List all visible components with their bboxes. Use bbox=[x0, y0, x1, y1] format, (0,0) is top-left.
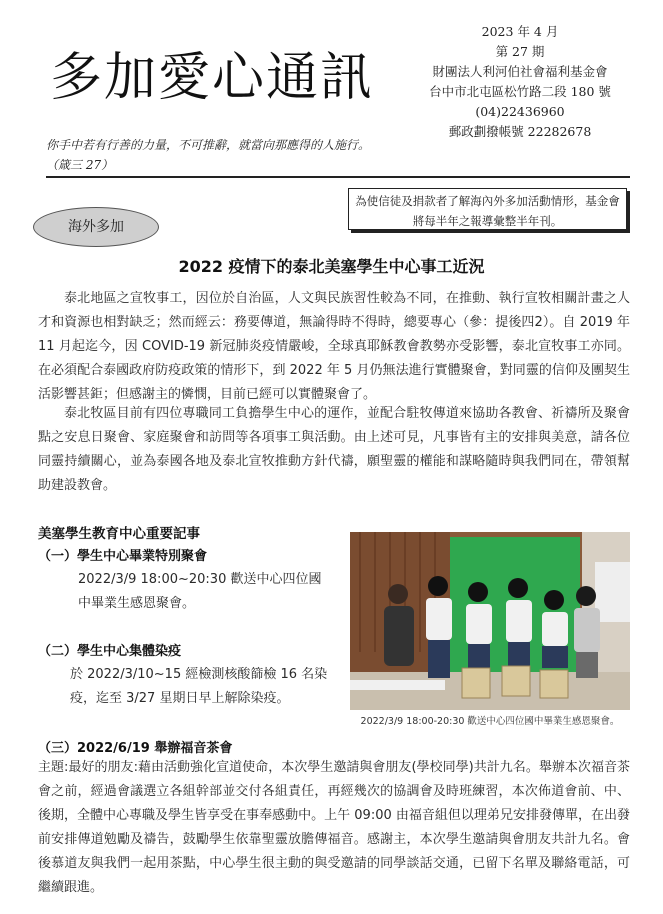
article-headline: 2022 疫情下的泰北美塞學生中心事工近況 bbox=[178, 257, 485, 276]
item-2-title: （二）學生中心集體染疫 bbox=[38, 644, 182, 659]
section-heading: 美塞學生教育中心重要記事 bbox=[38, 526, 200, 542]
issue-date: 2023 年 4 月 bbox=[481, 24, 559, 39]
masthead-verse-ref: （箴三 27） bbox=[46, 158, 114, 172]
item-3-text: 主題:最好的朋友:藉由活動強化宣道使命，本次學生邀請與會朋友(學校同學)共計九名。舉辦本次福音茶會之前，經過會議選立各組幹部並交付各組責任，再經幾次的協調會及時班練習，本次佈道會前、中、後期，全體中心專職及學生皆享受在事奉感動中。上午 09:00 由福音組但以理弟兄安排發傳單，在出發前安排傳道勉勵及禱告，鼓勵學生依靠聖靈放膽傳福音。感謝主，本次學生邀請與會朋友共計九名。會後慕道友與我們一起用茶點，中心學生很主動的與受邀請的同學談話交通，已留下名單及聯絡電話，可繼續跟進。 bbox=[38, 760, 630, 895]
item-1-text: 2022/3/9 18:00~20:30 歡送中心四位國中畢業生感恩聚會。 bbox=[78, 572, 322, 611]
header-divider bbox=[46, 176, 630, 178]
notice-box: 為使信徒及捐款者了解海內外多加活動情形，基金會將每半年之報導彙整半年刊。 bbox=[348, 188, 627, 230]
photo-caption: 2022/3/9 18:00-20:30 歡送中心四位國中畢業生感恩聚會。 bbox=[360, 716, 620, 727]
masthead-title: 多加愛心通訊 bbox=[50, 48, 375, 108]
masthead-verse: 你手中若有行善的力量，不可推辭，就當向那應得的人施行。 bbox=[46, 138, 371, 152]
paragraph-1: 泰北地區之宣牧事工，因位於自治區，人文與民族習性較為不同，在推動、執行宣牧相關計畫之人才和資源也相對缺乏；然而經云：務要傳道，無論得時不得時，總要專心（參：提後四2）。自 2019 年 11 月起迄今，因 COVID-19 新冠肺炎疫情嚴峻，全球真耶穌教會教勢亦受影響，泰北宣牧事工亦同。在必須配合泰國政府防疫政策的情形下，到 2022 年 5 月仍無法進行實體聚會，對同靈的信仰及團契生活影響甚鉅；但感謝主的憐憫，目前已經可以實體聚會了。 bbox=[38, 291, 630, 402]
paragraph-2: 泰北牧區目前有四位專職同工負擔學生中心的運作，並配合駐牧傳道來協助各教會、祈禱所及聚會點之安息日聚會、家庭聚會和訪問等各項事工與活動。由上述可見，凡事皆有主的安排與美意，請各位同靈持續關心，並為泰國各地及泰北宣牧推動方針代禱，願聖靈的權能和謀略隨時與我們同在，帶領幫助建設教會。 bbox=[38, 406, 630, 493]
org-name: 財團法人利河伯社會福利基金會 bbox=[432, 64, 608, 79]
item-2-text: 於 2022/3/10~15 經檢測核酸篩檢 16 名染疫，迄至 3/27 星期日早上解除染疫。 bbox=[70, 667, 328, 706]
item-1-title: （一）學生中心畢業特別聚會 bbox=[38, 549, 208, 564]
group-photo bbox=[350, 532, 630, 710]
group-photo-image bbox=[350, 532, 630, 710]
item-3-title: （三）2022/6/19 舉辦福音茶會 bbox=[38, 741, 233, 756]
org-postal: 郵政劃撥帳號 22282678 bbox=[448, 124, 592, 139]
org-phone: (04)22436960 bbox=[475, 104, 565, 119]
issue-info bbox=[405, 22, 635, 142]
org-address: 台中市北屯區松竹路二段 180 號 bbox=[429, 84, 611, 99]
issue-number: 第 27 期 bbox=[495, 44, 545, 59]
section-tag: 海外多加 bbox=[33, 207, 159, 247]
